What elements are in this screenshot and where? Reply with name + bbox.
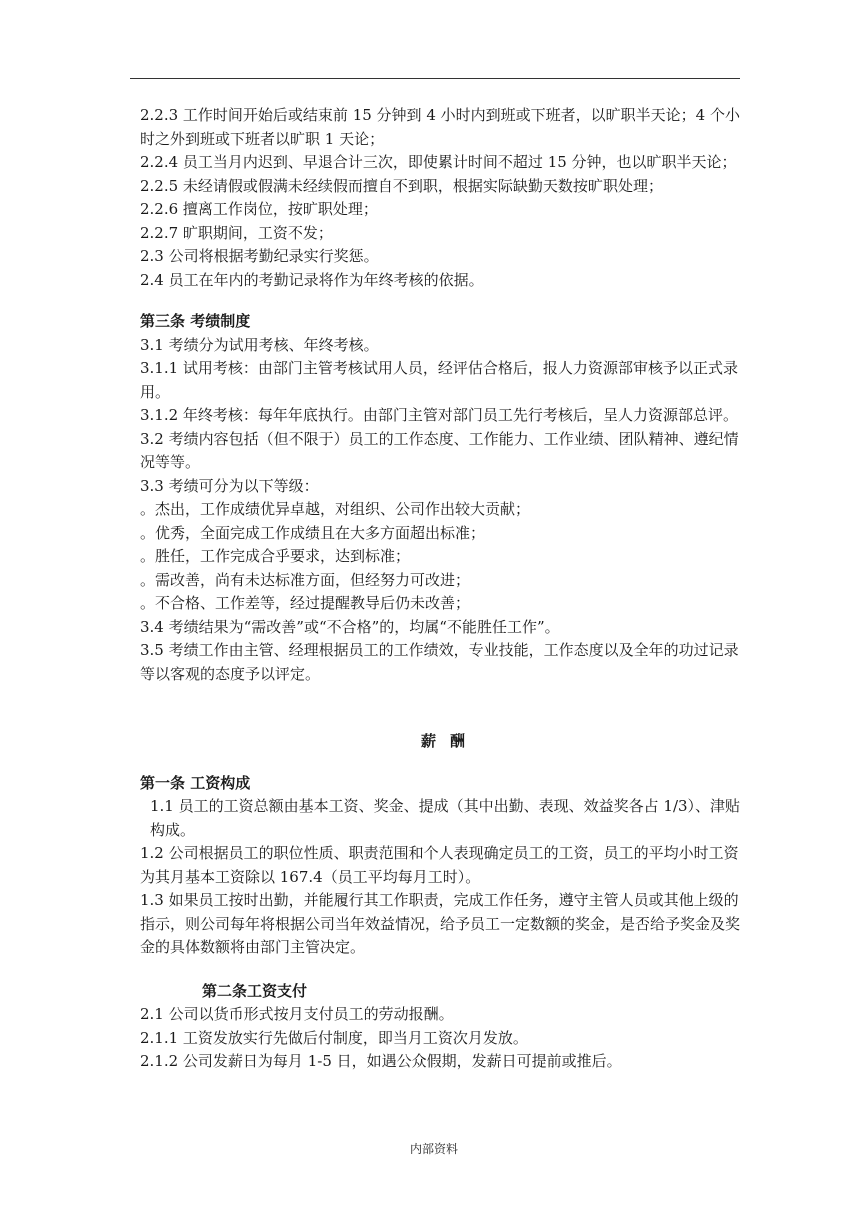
page-footer: 内部资料 (409, 1142, 458, 1156)
salary-paragraph-1-1: 1.1 员工的工资总额由基本工资、奖金、提成（其中出勤、表现、效益奖各占 1/3）、津贴构成。 (150, 797, 741, 839)
salary-article-2-heading: 第二条工资支付 (202, 981, 308, 1000)
grade-excellent: 。优秀，全面完成工作成绩且在大多方面超出标准； (140, 523, 486, 542)
paragraph-3-3: 3.3 考绩可分为以下等级： (140, 476, 319, 495)
header-rule (130, 78, 740, 79)
paragraph-2-2-5: 2.2.5 未经请假或假满未经续假而擅自不到职，根据实际缺勤天数按旷职处理； (140, 176, 663, 195)
paragraph-2-2-6: 2.2.6 擅离工作岗位，按旷职处理； (140, 200, 378, 218)
salary-paragraph-1-2: 1.2 公司根据员工的职位性质、职责范围和个人表现确定员工的工资，员工的平均小时工资为其月基本工资除以 167.4（员工平均每月工时）。 (140, 844, 739, 886)
paragraph-3-2: 3.2 考绩内容包括（但不限于）员工的工作态度、工作能力、工作业绩、团队精神、遵纪情况等等。 (140, 429, 739, 471)
salary-article-1-heading: 第一条 工资构成 (140, 773, 251, 792)
paragraph-2-2-4: 2.2.4 员工当月内迟到、早退合计三次，即使累计时间不超过 15 分钟，也以旷职半天论； (140, 153, 737, 171)
grade-outstanding: 。杰出，工作成绩优异卓越，对组织、公司作出较大贡献； (140, 500, 531, 518)
paragraph-2-2-3: 2.2.3 工作时间开始后或结束前 15 分钟到 4 小时内到班或下班者，以旷职半天论；4 个小时之外到班或下班者以旷职 1 天论； (140, 106, 740, 148)
salary-paragraph-2-1-2: 2.1.2 公司发薪日为每月 1-5 日，如遇公众假期，发薪日可提前或推后。 (140, 1052, 622, 1070)
paragraph-3-5: 3.5 考绩工作由主管、经理根据员工的工作绩效，专业技能，工作态度以及全年的功过记录等以客观的态度予以评定。 (140, 641, 739, 683)
grade-needs-improvement: 。需改善，尚有未达标准方面，但经努力可改进； (140, 570, 471, 589)
paragraph-2-3: 2.3 公司将根据考勤纪录实行奖惩。 (140, 247, 379, 265)
paragraph-3-1-2: 3.1.2 年终考核：每年年底执行。由部门主管对部门员工先行考核后，呈人力资源部总评。 (140, 406, 738, 424)
salary-paragraph-2-1-1: 2.1.1 工资发放实行先做后付制度，即当月工资次月发放。 (140, 1028, 528, 1047)
salary-paragraph-2-1: 2.1 公司以货币形式按月支付员工的劳动报酬。 (140, 1005, 454, 1023)
grade-unqualified: 。不合格、工作差等，经过提醒教导后仍未改善； (140, 594, 471, 612)
paragraph-2-4: 2.4 员工在年内的考勤记录将作为年终考核的依据。 (140, 270, 484, 289)
document-body (140, 104, 746, 1074)
paragraph-3-4: 3.4 考绩结果为“需改善”或“不合格”的，均属“不能胜任工作”。 (140, 617, 560, 636)
article-3-heading: 第三条 考绩制度 (140, 312, 251, 330)
paragraph-3-1-1: 3.1.1 试用考核：由部门主管考核试用人员，经评估合格后，报人力资源部审核予以正式录用。 (140, 359, 738, 401)
paragraph-2-2-7: 2.2.7 旷职期间，工资不发； (140, 223, 333, 242)
section-title-salary: 薪酬 (420, 732, 479, 750)
paragraph-3-1: 3.1 考绩分为试用考核、年终考核。 (140, 335, 379, 354)
grade-competent: 。胜任，工作完成合乎要求，达到标准； (140, 547, 411, 565)
salary-paragraph-1-3: 1.3 如果员工按时出勤，并能履行其工作职责，完成工作任务，遵守主管人员或其他上级的指示，则公司每年将根据公司当年效益情况，给予员工一定数额的奖金，是否给予奖金及奖金的具体数额将由部门主管决定。 (140, 891, 741, 956)
